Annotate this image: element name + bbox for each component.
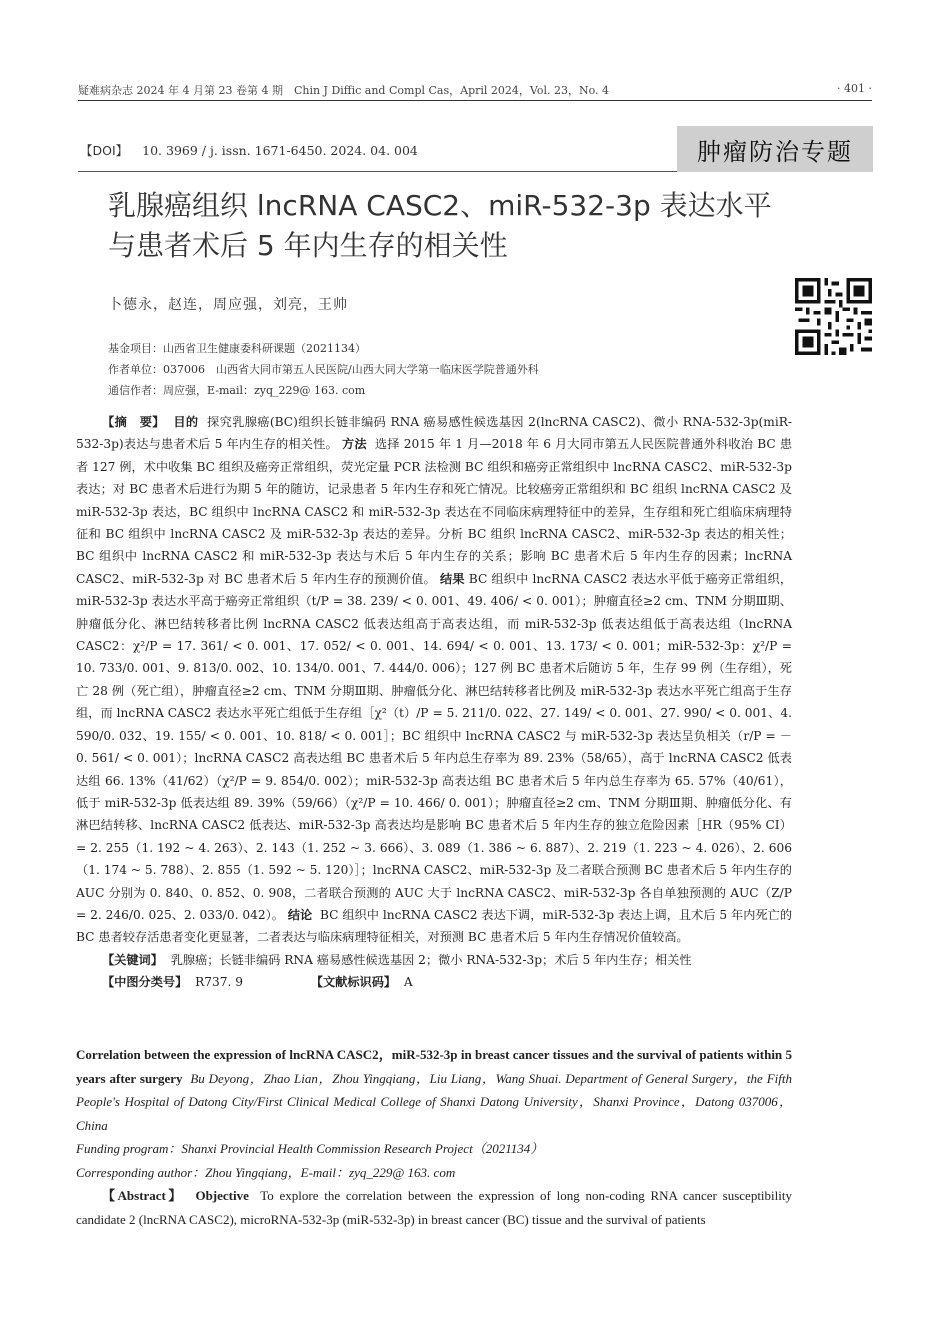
- doi-label: 【DOI】: [80, 143, 129, 158]
- article-meta: [108, 338, 539, 401]
- article-title: [108, 186, 808, 266]
- result-text: BC 组织中 lncRNA CASC2 表达水平低于癌旁正常组织，miR-532-3p 表达水平高于癌旁正常组织（t/P = 38. 239/ < 0. 001、49. 406/ < 0. 001）；肿瘤直径≥2 cm、TNM 分期Ⅲ期、肿瘤低分化、淋巴结转移者比例 lncRNA CASC2 低表达组高于高表达组，而 miR-532-3p 低表达组低于高表达组（lncRNA CASC2：χ²/P = 17. 361/ < 0. 001、17. 052/ < 0. 001、14. 694/ < 0. 001、13. 173/ < 0. 001；miR-532-3p：χ²/P = 10. 733/0. 001、9. 813/0. 002、10. 134/0. 001、7. 444/0. 006）；127 例 BC 患者术后随访 5 年，生存 99 例（生存组），死亡 28 例（死亡组），肿瘤直径≥2 cm、TNM 分期Ⅲ期、肿瘤低分化、淋巴结转移者比例及 miR-532-3p 表达水平死亡组高于生存组，而 lncRNA CASC2 表达水平死亡组低于生存组［χ²（t）/P = 5. 211/0. 022、27. 149/ < 0. 001、27. 990/ < 0. 001、4. 590/0. 032、19. 155/ < 0. 001、10. 818/ < 0. 001］；BC 组织中 lncRNA CASC2 与 miR-532-3p 表达呈负相关（r/P = －0. 561/ < 0. 001）；lncRNA CASC2 高表达组 BC 患者术后 5 年内总生存率为 89. 23%（58/65），高于 lncRNA CASC2 低表达组 66. 13%（41/62）（χ²/P = 9. 854/0. 002）；miR-532-3p 高表达组 BC 患者术后 5 年内总生存率为 65. 57%（40/61），低于 miR-532-3p 低表达组 89. 39%（59/66）（χ²/P = 10. 466/ 0. 001）；肿瘤直径≥2 cm、TNM 分期Ⅲ期、肿瘤低分化、有淋巴结转移、lncRNA CASC2 低表达、miR-532-3p 高表达均是影响 BC 患者术后 5 年内生存的独立危险因素［HR（95% CI）= 2. 255（1. 192 ~ 4. 263）、2. 143（1. 252 ~ 3. 666）、3. 089（1. 386 ~ 6. 887）、2. 219（1. 223 ~ 4. 026）、2. 606（1. 174 ~ 5. 788）、2. 855（1. 592 ~ 5. 120）］；lncRNA CASC2、miR-532-3p 及二者联合预测 BC 患者术后 5 年内生存的 AUC 分别为 0. 840、0. 852、0. 908，二者联合预测的 AUC 大于 lncRNA CASC2、miR-532-3p 各自单独预测的 AUC（Z/P = 2. 246/0. 025、2. 033/0. 042）。: [76, 571, 793, 922]
- keywords-label: 【关键词】: [102, 952, 163, 967]
- section-banner: 肿瘤防治专题: [677, 126, 873, 172]
- objective-label: 目的: [173, 415, 199, 429]
- english-title-block: [76, 1043, 792, 1137]
- banner-rule: [78, 171, 677, 172]
- abstract-label: 【摘 要】: [102, 415, 165, 429]
- classification-line: [76, 971, 792, 993]
- qr-code-icon[interactable]: [795, 278, 872, 355]
- english-objective-text: To explore the correlation between the expression of long non-coding RNA cancer susceptibility candidate 2 (lncRNA CASC2), microRNA-532-3p (miR-532-3p) in breast cancer (BC) tissue and the survival of patients: [76, 1188, 792, 1227]
- doc-code-value: A: [403, 975, 413, 990]
- english-objective-label: Objective: [195, 1188, 249, 1203]
- journal-citation: 疑难病杂志 2024 年 4 月第 23 卷第 4 期 Chin J Diffic and Compl Cas，April 2024，Vol. 23，No. 4: [78, 84, 610, 97]
- clc-value: R737. 9: [195, 975, 244, 990]
- english-title: Correlation between the expression of lncRNA CASC2，miR-532-3p in breast cancer tissues and the survival of patients within 5 years after surgery: [76, 1047, 792, 1086]
- page-number: · 401 ·: [837, 82, 872, 95]
- english-abstract-body: [76, 1184, 792, 1231]
- abstract-body: [76, 411, 792, 949]
- english-abstract: [76, 1043, 792, 1231]
- title-line-1: 乳腺癌组织 lncRNA CASC2、miR-532-3p 表达水平: [108, 189, 772, 222]
- method-label: 方法: [342, 437, 367, 452]
- conclusion-text: BC 组织中 lncRNA CASC2 表达下调，miR-532-3p 表达上调，且术后 5 年内死亡的 BC 患者较存活患者变化更显著，二者表达与临床病理特征相关，对预测 BC 患者术后 5 年内生存情况价值较高。: [76, 907, 793, 945]
- funding-line: 基金项目：山西省卫生健康委科研课题（2021134）: [108, 342, 366, 355]
- title-line-2: 与患者术后 5 年内生存的相关性: [108, 229, 508, 262]
- keywords-line: [76, 949, 792, 971]
- english-corresponding: Corresponding author：Zhou Yingqiang，E-mail：zyq_229@ 163. com: [76, 1164, 456, 1180]
- english-abstract-label: 【Abstract】: [102, 1188, 184, 1203]
- header-rule: [78, 100, 872, 101]
- english-byline: Bu Deyong，Zhao Lian，Zhou Yingqiang，Liu Liang，Wang Shuai. Department of General Surgery，the Fifth People's Hospital of Datong City/First Clinical Medical College of Shanxi Datong University，Shanxi Province，Datong 037006，China: [76, 1070, 792, 1133]
- conclusion-label: 结论: [287, 907, 313, 922]
- method-text: 选择 2015 年 1 月—2018 年 6 月大同市第五人民医院普通外科收治 BC 患者 127 例，术中收集 BC 组织及癌旁正常组织，荧光定量 PCR 法检测 BC 组织和癌旁正常组织中 lncRNA CASC2、miR-532-3p 表达；对 BC 患者术后进行为期 5 年的随访，记录患者 5 年内生存和死亡情况。比较癌旁正常组织和 BC 组织 lncRNA CASC2 及 miR-532-3p 表达，BC 组织中 lncRNA CASC2 和 miR-532-3p 表达在不同临床病理特征中的差异，生存组和死亡组临床病理特征和 BC 组织中 lncRNA CASC2 及 miR-532-3p 表达的差异。分析 BC 组织 lncRNA CASC2、miR-532-3p 表达的相关性；BC 组织中 lncRNA CASC2 和 miR-532-3p 表达与术后 5 年内生存的关系；影响 BC 患者术后 5 年内生存的因素；lncRNA CASC2、miR-532-3p 对 BC 患者术后 5 年内生存的预测价值。: [76, 437, 793, 586]
- english-funding: Funding program：Shanxi Provincial Health Commission Research Project（2021134）: [76, 1141, 544, 1156]
- chinese-abstract: [76, 411, 792, 994]
- result-label: 结果: [439, 571, 465, 586]
- author-list: 卜德永，赵连，周应强，刘亮，王帅: [108, 297, 348, 313]
- doc-code-label: 【文献标识码】: [310, 975, 397, 990]
- doi-value[interactable]: 10. 3969 / j. issn. 1671-6450. 2024. 04. 004: [142, 143, 418, 158]
- doi-line: [80, 141, 418, 159]
- corresponding-line: 通信作者：周应强，E-mail：zyq_229@ 163. com: [108, 384, 366, 397]
- clc-label: 【中图分类号】: [102, 975, 188, 990]
- keywords-text: 乳腺癌；长链非编码 RNA 癌易感性候选基因 2；微小 RNA-532-3p；术后 5 年内生存；相关性: [170, 952, 692, 967]
- affiliation-line: 作者单位：037006 山西省大同市第五人民医院/山西大同大学第一临床医学院普通外科: [108, 363, 539, 376]
- objective-text: 探究乳腺癌(BC)组织长链非编码 RNA 癌易感性候选基因 2(lncRNA CASC2)、微小 RNA-532-3p(miR-532-3p)表达与患者术后 5 年内生存的相关性。: [76, 415, 793, 452]
